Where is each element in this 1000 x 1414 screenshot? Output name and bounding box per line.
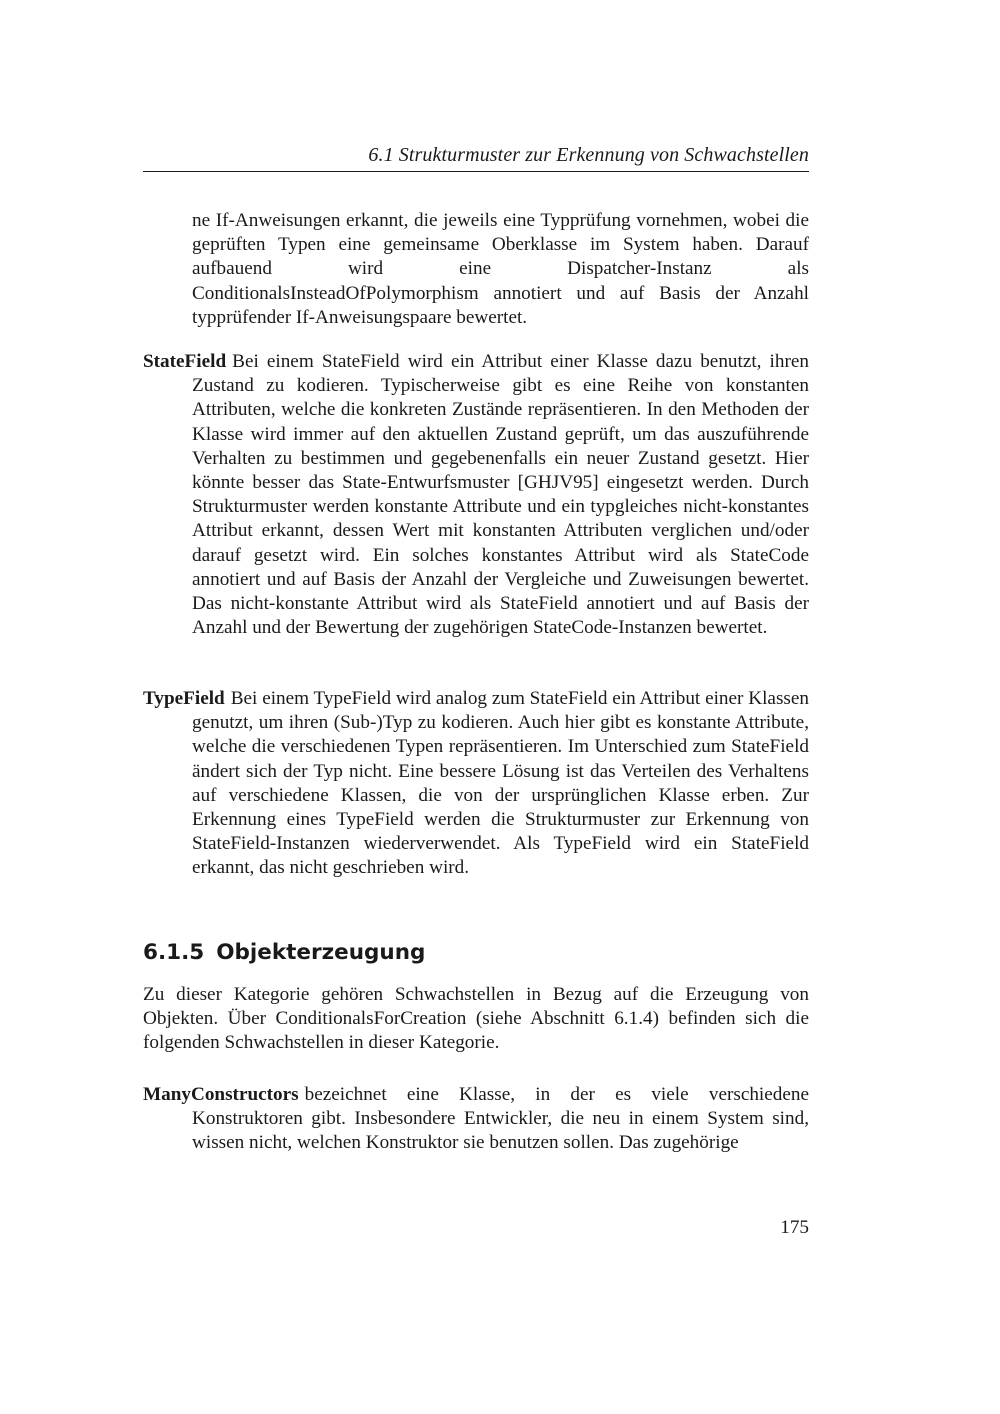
section-heading [143, 938, 425, 968]
description-term: StateField [143, 351, 227, 372]
running-header: 6.1 Strukturmuster zur Erkennung von Schwachstellen [368, 144, 809, 166]
section-title: Objekterzeugung [216, 940, 426, 965]
header-rule [143, 171, 809, 172]
description-item-statefield [143, 350, 809, 640]
section-number: 6.1.5 [143, 940, 205, 965]
section-intro-paragraph: Zu dieser Kategorie gehören Schwachstellen in Bezug auf die Erzeugung von Objekten. Über ConditionalsForCreation (siehe Abschnitt 6.1.4) befinden sich die folgenden Schwachstellen in dieser Kategorie. [143, 984, 809, 1054]
description-term: TypeField [143, 688, 225, 709]
description-term: ManyConstructors [143, 1084, 299, 1105]
description-item-manyconstructors [143, 1083, 809, 1156]
continuation-paragraph: ne If-Anweisungen erkannt, die jeweils eine Typprüfung vornehmen, wobei die geprüften Typen eine gemeinsame Oberklasse im System haben. Darauf aufbauend wird eine Dispatcher-Instanz als ConditionalsInsteadOfPolymorphism annotiert und auf Basis der Anzahl typprüfender If-Anweisungspaare bewertet. [192, 210, 809, 328]
description-text: bezeichnet eine Klasse, in der es viele verschiedene Konstruktoren gibt. Insbesondere Entwickler, die neu in einem System sind, wissen nicht, welchen Konstruktor sie benutzen sollen. Das zugehörige [192, 1084, 809, 1154]
page-number: 175 [780, 1217, 809, 1238]
description-text: Bei einem StateField wird ein Attribut einer Klasse dazu benutzt, ihren Zustand zu kodieren. Typischerweise gibt es eine Reihe von konstanten Attributen, welche die konkreten Zustände repräsentieren. In den Methoden der Klasse wird immer auf den aktuellen Zustand geprüft, um das auszuführende Verhalten zu bestimmen und gegebenenfalls ein neuer Zustand gesetzt. Hier könnte besser das State-Entwurfsmuster [GHJV95] eingesetzt werden. Durch Strukturmuster werden konstante Attribute und ein typgleiches nicht-konstantes Attribut erkannt, dessen Wert mit konstanten Attributen verglichen und/oder darauf gesetzt wird. Ein solches konstantes Attribut wird als StateCode annotiert und auf Basis der Anzahl der Vergleiche und Zuweisungen bewertet. Das nicht-konstante Attribut wird als StateField annotiert und auf Basis der Anzahl und der Bewertung der zugehörigen StateCode-Instanzen bewertet. [192, 351, 809, 639]
description-item-typefield [143, 687, 809, 881]
description-text: Bei einem TypeField wird analog zum StateField ein Attribut einer Klassen genutzt, um ihren (Sub-)Typ zu kodieren. Auch hier gibt es konstante Attribute, welche die verschiedenen Typen repräsentieren. Im Unterschied zum StateField ändert sich der Typ nicht. Eine bessere Lösung ist das Verteilen des Verhaltens auf verschiedene Klassen, die von der ursprünglichen Klasse erben. Zur Erkennung eines TypeField werden die Strukturmuster zur Erkennung von StateField-Instanzen wiederverwendet. Als TypeField wird ein StateField erkannt, das nicht geschrieben wird. [192, 688, 809, 879]
